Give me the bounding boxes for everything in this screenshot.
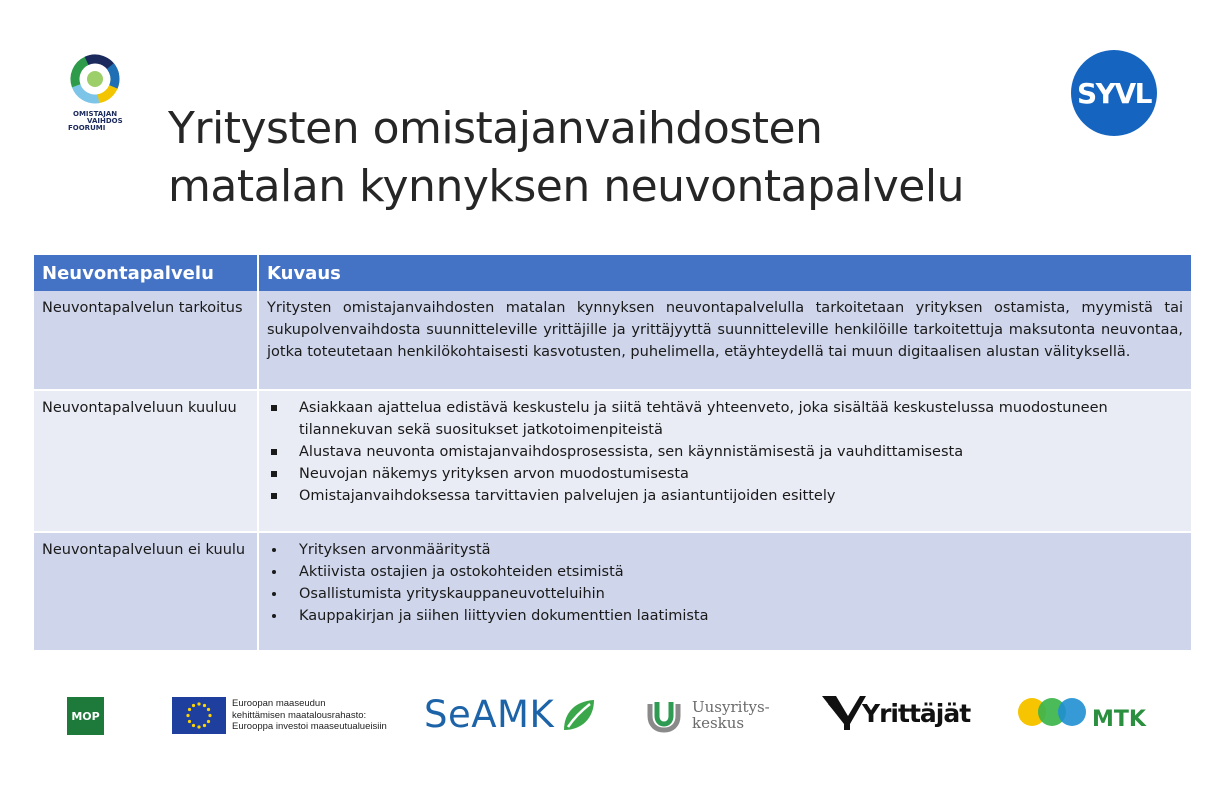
omistajanvaihdosfoorumi-logo [66, 50, 130, 142]
uusyrityskeskus-wordmark: Uusyritys- keskus [692, 698, 770, 732]
eu-flag-icon [172, 697, 226, 734]
uusyrityskeskus-emblem-icon [644, 696, 684, 734]
list-item: Asiakkaan ajattelua edistävä keskustelu ja siitä tehtävä yhteenveto, joka sisältää keskustelussa muodostuneen tilannekuvan sekä suositukset jatkotoimenpiteistä [277, 397, 1183, 441]
page-title [168, 100, 964, 216]
logo-wordmark: OMISTAJAN VAIHDOS FOORUMI [68, 110, 123, 132]
yrittajat-emblem-icon [822, 694, 866, 730]
included-list [267, 397, 1183, 507]
mop-logo: MOP [67, 697, 104, 735]
row-label-tarkoitus: Neuvontapalvelun tarkoitus [34, 291, 258, 390]
list-item: Aktiivista ostajien ja ostokohteiden etsimistä [277, 561, 1183, 583]
table-row [34, 532, 1191, 650]
row-list-ei-kuulu [258, 532, 1191, 650]
yrittajat-wordmark: Yrittäjät [862, 699, 971, 728]
leaf-icon [560, 698, 596, 732]
service-table [34, 255, 1191, 650]
list-item: Osallistumista yrityskauppaneuvotteluihin [277, 583, 1183, 605]
table-header-row [34, 255, 1191, 291]
ring-logo-icon [66, 50, 124, 108]
syvl-logo: SYVL [1071, 50, 1157, 136]
excluded-list [267, 539, 1183, 627]
table-row [34, 390, 1191, 532]
list-item: Kauppakirjan ja siihen liittyvien dokumenttien laatimista [277, 605, 1183, 627]
header-neuvontapalvelu: Neuvontapalvelu [34, 255, 258, 291]
row-label-kuuluu: Neuvontapalveluun kuuluu [34, 390, 258, 532]
mtk-wordmark: MTK [1092, 706, 1146, 732]
eu-caption: Euroopan maaseudun kehittämisen maatalousrahasto: Eurooppa investoi maaseutualueisiin [232, 698, 387, 733]
seamk-logo [424, 692, 596, 738]
title-line-1: Yritysten omistajanvaihdosten [168, 103, 823, 154]
header-kuvaus: Kuvaus [258, 255, 1191, 291]
row-label-ei-kuulu: Neuvontapalveluun ei kuulu [34, 532, 258, 650]
list-item: Omistajanvaihdoksessa tarvittavien palvelujen ja asiantuntijoiden esittely [277, 485, 1183, 507]
eu-logo [172, 697, 387, 734]
list-item: Yrityksen arvonmääritystä [277, 539, 1183, 561]
uusyrityskeskus-logo [644, 696, 770, 734]
mtk-logo [1016, 692, 1146, 732]
yrittajat-logo [822, 694, 970, 730]
mtk-emblem-icon [1016, 692, 1088, 732]
row-list-kuuluu [258, 390, 1191, 532]
seamk-wordmark: SeAMK [424, 693, 555, 736]
title-line-2: matalan kynnyksen neuvontapalvelu [168, 161, 964, 212]
list-item: Alustava neuvonta omistajanvaihdosprosessista, sen käynnistämisestä ja vauhdittamisesta [277, 441, 1183, 463]
row-text-tarkoitus: Yritysten omistajanvaihdosten matalan kynnyksen neuvontapalvelulla tarkoitetaan yrityksen ostamista, myymistä tai sukupolvenvaihdosta suunnitteleville yrittäjille ja yrittäjyyttä suunnitteleville henkilöille tarkoitettuja maksutonta neuvontaa, jotka toteutetaan henkilökohtaisesti kasvotusten, puhelimella, etäyhteydellä tai muun digitaalisen alustan välityksellä. [258, 291, 1191, 390]
list-item: Neuvojan näkemys yrityksen arvon muodostumisesta [277, 463, 1183, 485]
table-row [34, 291, 1191, 390]
